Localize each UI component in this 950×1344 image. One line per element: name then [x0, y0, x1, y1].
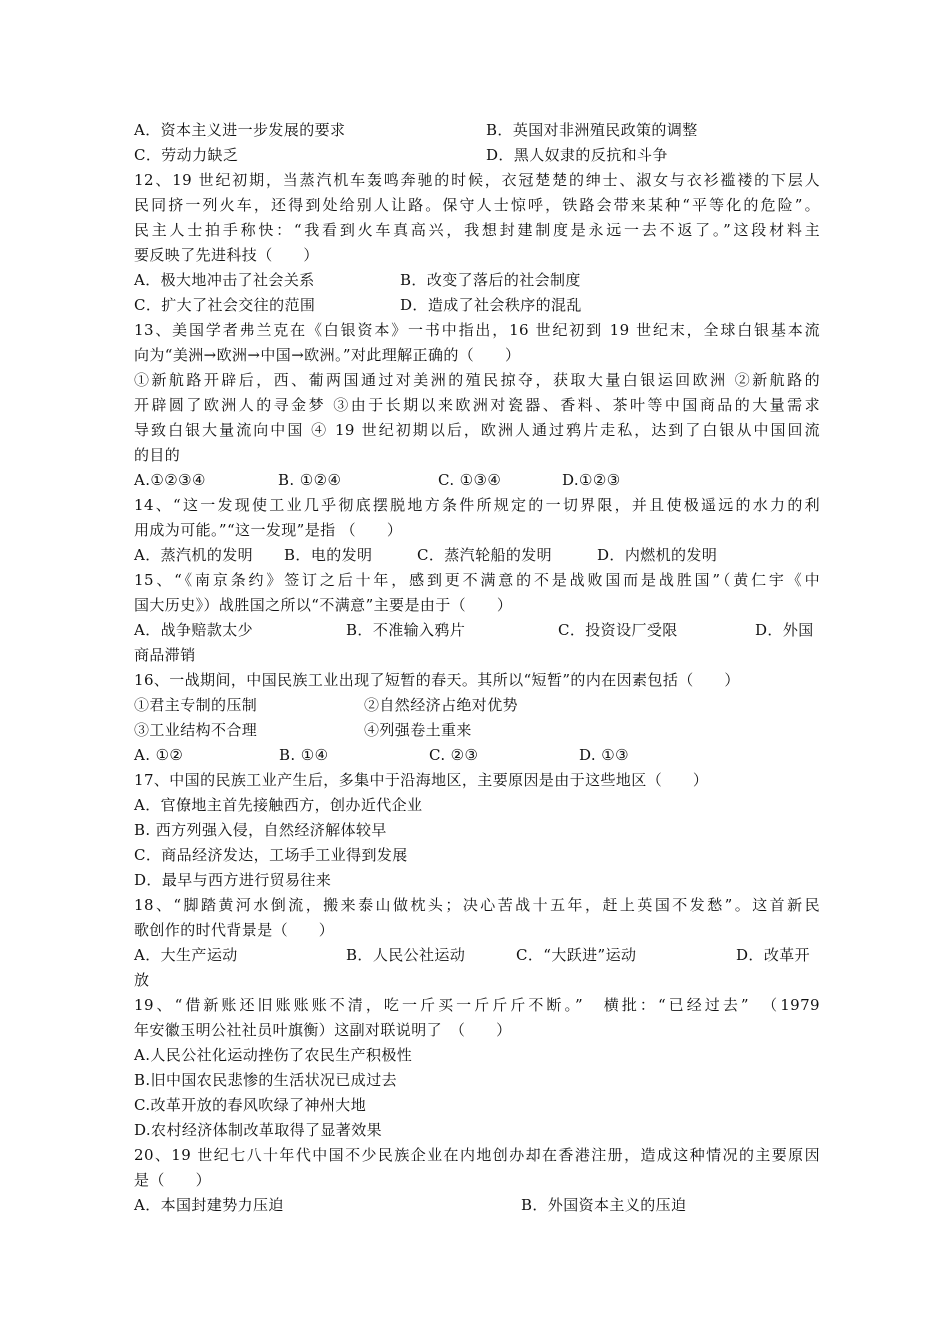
q19-option-b: B.旧中国农民悲惨的生活状况已成过去 — [134, 1071, 397, 1089]
q12-stem-line-4: 要反映了先进科技（ ） — [134, 246, 319, 264]
q13-stem-line-6: 的目的 — [134, 446, 181, 464]
q15-stem-line-2: 国大历史》）战胜国之所以“不满意”主要是由于（ ） — [134, 596, 513, 614]
q15-option-d-continuation: 商品滞销 — [134, 646, 196, 664]
q13-option-c: C. ①③④ — [438, 471, 502, 489]
q12-option-c: C．扩大了社会交往的范围 — [134, 296, 316, 314]
q16-stem-line-1: 16、一战期间，中国民族工业出现了短暂的春天。其所以“短暂”的内在因素包括（ ） — [134, 671, 740, 689]
q16-item-2: ②自然经济占绝对优势 — [364, 696, 519, 714]
q17-option-c: C．商品经济发达，工场手工业得到发展 — [134, 846, 408, 864]
q16-option-a: A. ①② — [134, 746, 184, 764]
q12-options-row-2 — [134, 293, 820, 318]
q14-option-a: A．蒸汽机的发明 — [134, 546, 254, 564]
q17-option-a: A．官僚地主首先接触西方，创办近代企业 — [134, 796, 423, 814]
q11-options-row-1 — [134, 118, 820, 143]
q11-option-d: D．黑人奴隶的反抗和斗争 — [486, 146, 668, 164]
exam-page — [134, 118, 820, 1218]
q16-option-b: B. ①④ — [279, 746, 329, 764]
q18-option-a: A．大生产运动 — [134, 946, 238, 964]
q18-option-d: D．改革开 — [736, 946, 811, 964]
q16-items-row-2 — [134, 718, 820, 743]
q16-item-4: ④列强卷土重来 — [364, 721, 472, 739]
q11-options-row-2 — [134, 143, 820, 168]
q17-option-d: D．最早与西方进行贸易往来 — [134, 871, 332, 889]
q16-option-c: C. ②③ — [429, 746, 479, 764]
q16-items-row-1 — [134, 693, 820, 718]
q18-option-b: B．人民公社运动 — [346, 946, 466, 964]
q18-stem-line-2: 歌创作的时代背景是（ ） — [134, 921, 335, 939]
q12-option-b: B．改变了落后的社会制度 — [400, 271, 581, 289]
q17-stem-line-1: 17、中国的民族工业产生后，多集中于沿海地区，主要原因是由于这些地区（ ） — [134, 771, 709, 789]
q13-options-row — [134, 468, 820, 493]
q13-option-b: B. ①②④ — [278, 471, 342, 489]
q15-option-b: B．不准输入鸦片 — [346, 621, 466, 639]
q12-option-a: A．极大地冲击了社会关系 — [134, 271, 315, 289]
q16-option-d: D. ①③ — [579, 746, 629, 764]
q12-options-row-1 — [134, 268, 820, 293]
q13-stem-line-4: 开辟圆了欧洲人的寻金梦 ③由于长期以来欧洲对瓷器、香料、茶叶等中国商品的大量需求 — [134, 396, 820, 414]
q14-stem-line-2: 用成为可能。”“这一发现”是指 （ ） — [134, 521, 403, 539]
q18-option-c: C．“大跃进”运动 — [516, 946, 637, 964]
q19-option-d: D.农村经济体制改革取得了显著效果 — [134, 1121, 383, 1139]
q13-stem-line-3: ①新航路开辟后，西、葡两国通过对美洲的殖民掠夺，获取大量白银运回欧洲 ②新航路的 — [134, 371, 820, 389]
q18-stem-line-1: 18、“脚踏黄河水倒流，搬来泰山做枕头；决心苦战十五年，赶上英国不发愁”。这首新民 — [134, 896, 820, 914]
q15-options-row — [134, 618, 820, 643]
q20-option-b: B．外国资本主义的压迫 — [521, 1196, 687, 1214]
q14-options-row — [134, 543, 820, 568]
q15-option-d: D．外国 — [755, 621, 814, 639]
q19-option-c: C.改革开放的春风吹绿了神州大地 — [134, 1096, 367, 1114]
q18-option-d-continuation: 放 — [134, 971, 150, 989]
q13-stem-line-1: 13、美国学者弗兰克在《白银资本》一书中指出，16 世纪初到 19 世纪末，全球白银基本流 — [134, 321, 820, 339]
q12-option-d: D．造成了社会秩序的混乱 — [400, 296, 582, 314]
q11-option-c: C．劳动力缺乏 — [134, 146, 239, 164]
q14-option-b: B．电的发明 — [284, 546, 373, 564]
q14-option-c: C．蒸汽轮船的发明 — [417, 546, 553, 564]
q11-option-b: B．英国对非洲殖民政策的调整 — [486, 121, 698, 139]
q19-option-a: A.人民公社化运动挫伤了农民生产积极性 — [134, 1046, 413, 1064]
q13-stem-line-5: 导致白银大量流向中国 ④ 19 世纪初期以后，欧洲人通过鸦片走私，达到了白银从中国回流 — [134, 421, 820, 439]
q20-option-a: A．本国封建势力压迫 — [134, 1196, 284, 1214]
q14-option-d: D．内燃机的发明 — [597, 546, 718, 564]
q12-stem-line-2: 民同挤一列火车，还得到处给别人让路。保守人士惊呼，铁路会带来某种“平等化的危险”。 — [134, 196, 820, 214]
q15-option-a: A．战争赔款太少 — [134, 621, 254, 639]
q16-options-row — [134, 743, 820, 768]
q13-option-d: D.①②③ — [562, 471, 621, 489]
q12-stem-line-3: 民主人士拍手称快：“我看到火车真高兴，我想封建制度是永远一去不返了。”这段材料主 — [134, 221, 820, 239]
q13-option-a: A.①②③④ — [134, 471, 206, 489]
q13-stem-line-2: 向为“美洲→欧洲→中国→欧洲。”对此理解正确的（ ） — [134, 346, 521, 364]
q12-stem-line-1: 12、19 世纪初期，当蒸汽机车轰鸣奔驰的时候，衣冠楚楚的绅士、淑女与衣衫褴褛的下层人 — [134, 171, 820, 189]
q16-item-1: ①君主专制的压制 — [134, 696, 258, 714]
q16-item-3: ③工业结构不合理 — [134, 721, 258, 739]
q14-stem-line-1: 14、“这一发现使工业几乎彻底摆脱地方条件所规定的一切界限，并且使极遥远的水力的利 — [134, 496, 820, 514]
q15-stem-line-1: 15、“《南京条约》签订之后十年，感到更不满意的不是战败国而是战胜国”（黄仁宇《中 — [134, 571, 820, 589]
q18-options-row — [134, 943, 820, 968]
q20-stem-line-2: 是（ ） — [134, 1171, 212, 1189]
q19-stem-line-2: 年安徽玉明公社社员叶旗衡）这副对联说明了 （ ） — [134, 1021, 512, 1039]
q11-option-a: A．资本主义进一步发展的要求 — [134, 121, 346, 139]
q19-stem-line-1: 19、“借新账还旧账账账不清，吃一斤买一斤斤斤不断。” 横批：“已经过去” （1979 — [134, 996, 820, 1014]
q15-option-c: C．投资设厂受限 — [558, 621, 678, 639]
q20-options-row — [134, 1193, 820, 1218]
q17-option-b: B. 西方列强入侵，自然经济解体较早 — [134, 821, 387, 839]
q20-stem-line-1: 20、19 世纪七八十年代中国不少民族企业在内地创办却在香港注册，造成这种情况的主要原因 — [134, 1146, 820, 1164]
